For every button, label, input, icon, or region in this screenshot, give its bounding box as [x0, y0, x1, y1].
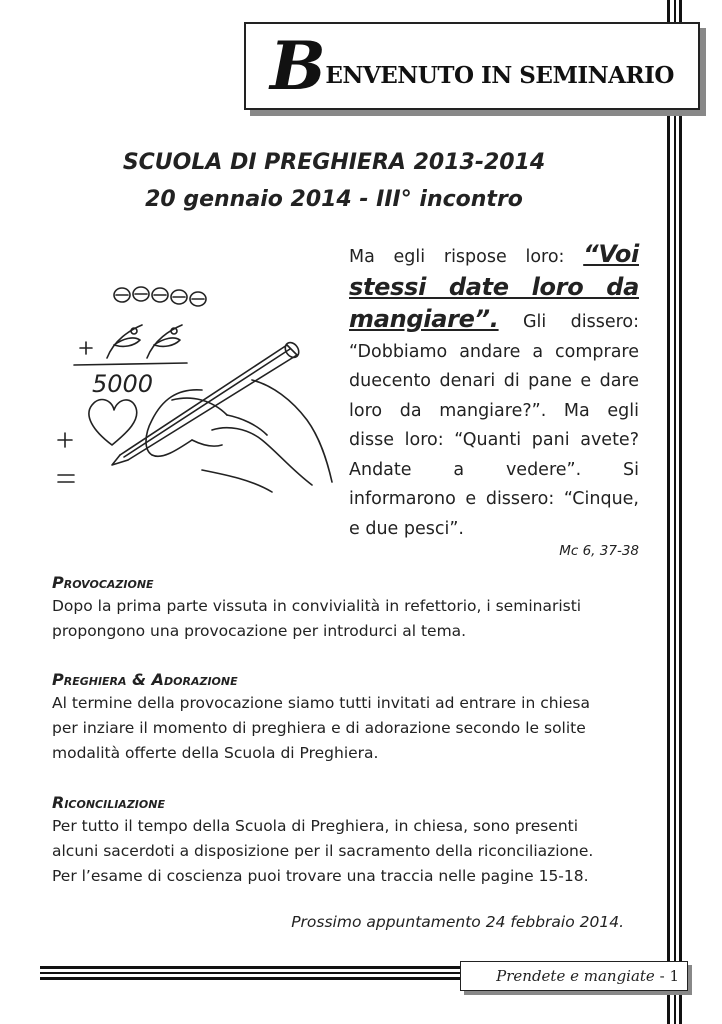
school-title: SCUOLA DI PREGHIERA 2013-2014 [122, 150, 546, 175]
gospel-quote [349, 240, 639, 544]
section-body [52, 814, 632, 889]
section-title: Preghiera & Adorazione [52, 670, 238, 689]
body-line: alcuni sacerdoti a disposizione per il sacramento della riconciliazione. [52, 842, 594, 860]
fish-icon [107, 325, 182, 358]
next-meeting: Prossimo appuntamento 24 febbraio 2014. [291, 913, 624, 931]
quote-citation: Mc 6, 37-38 [559, 543, 639, 559]
body-line: per inziare il momento di preghiera e di adorazione secondo le solite [52, 719, 586, 737]
heart-icon [89, 400, 137, 445]
section-body [52, 594, 632, 644]
section-riconciliazione [52, 793, 632, 889]
footer-title: Prendete e mangiate [496, 967, 655, 985]
body-line: Dopo la prima parte vissuta in convivialità in refettorio, i seminaristi [52, 597, 582, 615]
header-title [270, 27, 674, 105]
body-line: modalità offerte della Scuola di Preghiera. [52, 744, 379, 762]
number-5000: 5000 [92, 370, 154, 398]
hand-drawing-illustration [52, 270, 337, 500]
meeting-date: 20 gennaio 2014 - III° incontro [145, 187, 523, 212]
quote-intro: Ma egli rispose loro: [349, 247, 565, 267]
section-provocazione [52, 573, 632, 644]
header-initial: B [270, 27, 326, 105]
footer-separator: - [659, 967, 665, 985]
quote-text: Gli dissero: “Dobbiamo andare a comprare duecento denari di pane e dare loro da mangiare?”. Ma egli disse loro: “Quanti pani avete? Andate a vedere”. Si informarono e dissero: “Cinque, e due pesci”. [349, 312, 639, 539]
hand-icon [146, 380, 332, 492]
quote-emphasis: “Voi stessi date loro da mangiare”. [349, 240, 639, 333]
footer-label [460, 961, 688, 991]
body-line: Al termine della provocazione siamo tutti invitati ad entrare in chiesa [52, 694, 590, 712]
page-number: 1 [669, 967, 679, 985]
section-body [52, 691, 632, 766]
header-banner [244, 22, 700, 110]
loaves-icon [114, 287, 206, 306]
right-rule-3 [679, 0, 682, 1024]
section-preghiera-adorazione [52, 670, 632, 766]
section-title: Riconciliazione [52, 793, 165, 812]
right-rule-2 [674, 0, 676, 1024]
header-rest: ENVENUTO IN SEMINARIO [325, 62, 674, 89]
body-line: Per tutto il tempo della Scuola di Preghiera, in chiesa, sono presenti [52, 817, 579, 835]
body-line: Per l’esame di coscienza puoi trovare una traccia nelle pagine 15-18. [52, 867, 589, 885]
body-line: propongono una provocazione per introdurci al tema. [52, 622, 467, 640]
section-title: Provocazione [52, 573, 154, 592]
